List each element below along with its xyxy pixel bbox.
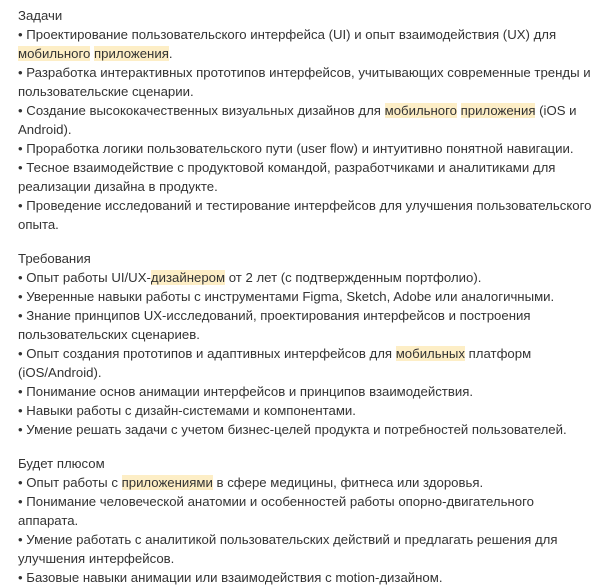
text-run: Разработка интерактивных прототипов интерфейсов, учитывающих современные тренды и пользовательские сценарии. (18, 65, 591, 99)
text-run: Опыт работы UI/UX- (26, 270, 151, 285)
text-run: Уверенные навыки работы с инструментами Figma, Sketch, Adobe или аналогичными. (26, 289, 555, 304)
bullet-icon: • (18, 475, 23, 490)
text-run: Проработка логики пользовательского пути (user flow) и интуитивно понятной навигации. (26, 141, 574, 156)
bullet-icon: • (18, 494, 23, 509)
list-item (18, 344, 596, 382)
list-item (18, 101, 596, 139)
highlighted-term: мобильного (384, 103, 457, 118)
text-run: Опыт создания прототипов и адаптивных интерфейсов для (26, 346, 396, 361)
text-run: . (168, 46, 173, 61)
highlighted-term: мобильного (18, 46, 91, 61)
text-run: Умение работать с аналитикой пользовательских действий и предлагать решения для улучшения интерфейсов. (18, 532, 558, 566)
text-run: Понимание основ анимации интерфейсов и принципов взаимодействия. (26, 384, 474, 399)
list-item (18, 25, 596, 63)
list-item (18, 306, 596, 344)
bullet-icon: • (18, 422, 23, 437)
item-list (18, 25, 596, 234)
section-title: Требования (18, 251, 91, 266)
highlighted-term: дизайнером (150, 270, 226, 285)
text-run: Умение решать задачи с учетом бизнес-целей продукта и потребностей пользователей. (26, 422, 567, 437)
list-item (18, 473, 596, 492)
bullet-icon: • (18, 270, 23, 285)
list-item (18, 287, 596, 306)
bullet-icon: • (18, 570, 23, 585)
list-item (18, 568, 596, 587)
bullet-icon: • (18, 532, 23, 547)
text-run: Понимание человеческой анатомии и особенностей работы опорно-двигательного аппарата. (18, 494, 534, 528)
bullet-icon: • (18, 103, 23, 118)
bullet-icon: • (18, 346, 23, 361)
list-item (18, 158, 596, 196)
text-run: Тесное взаимодействие с продуктовой командой, разработчиками и аналитиками для реализации дизайна в продукте. (18, 160, 556, 194)
bullet-icon: • (18, 198, 23, 213)
text-run: Навыки работы с дизайн-системами и компонентами. (26, 403, 356, 418)
section-nice-to-have (18, 454, 596, 587)
text-run: Проектирование пользовательского интерфейса (UI) и опыт взаимодействия (UX) для (26, 27, 557, 42)
list-item (18, 196, 596, 234)
section-requirements (18, 249, 596, 439)
text-run: в сфере медицины, фитнеса или здоровья. (212, 475, 484, 490)
list-item (18, 63, 596, 101)
section-tasks (18, 6, 596, 234)
text-run: Создание высококачественных визуальных дизайнов для (26, 103, 385, 118)
list-item (18, 382, 596, 401)
text-run: Базовые навыки анимации или взаимодействия с motion-дизайном. (26, 570, 443, 585)
bullet-icon: • (18, 403, 23, 418)
bullet-icon: • (18, 289, 23, 304)
highlighted-term: приложения (460, 103, 536, 118)
bullet-icon: • (18, 160, 23, 175)
item-list (18, 268, 596, 439)
highlighted-term: мобильных (395, 346, 465, 361)
bullet-icon: • (18, 27, 23, 42)
bullet-icon: • (18, 65, 23, 80)
bullet-icon: • (18, 308, 23, 323)
list-item (18, 268, 596, 287)
bullet-icon: • (18, 384, 23, 399)
list-item (18, 530, 596, 568)
item-list (18, 473, 596, 587)
text-run: Проведение исследований и тестирование интерфейсов для улучшения пользовательского опыта. (18, 198, 592, 232)
text-run: Знание принципов UX-исследований, проектирования интерфейсов и построения пользовательских сценариев. (18, 308, 531, 342)
list-item (18, 420, 596, 439)
section-title: Задачи (18, 8, 63, 23)
bullet-icon: • (18, 141, 23, 156)
list-item (18, 492, 596, 530)
text-run: платформ (iOS/Android). (18, 346, 532, 380)
list-item (18, 401, 596, 420)
list-item (18, 139, 596, 158)
highlighted-term: приложения (94, 46, 169, 61)
section-title: Будет плюсом (18, 456, 105, 471)
text-run: Опыт работы с (26, 475, 122, 490)
highlighted-term: приложениями (121, 475, 213, 490)
text-run: (iOS и Android). (18, 103, 577, 137)
text-run: от 2 лет (с подтвержденным портфолио). (225, 270, 482, 285)
